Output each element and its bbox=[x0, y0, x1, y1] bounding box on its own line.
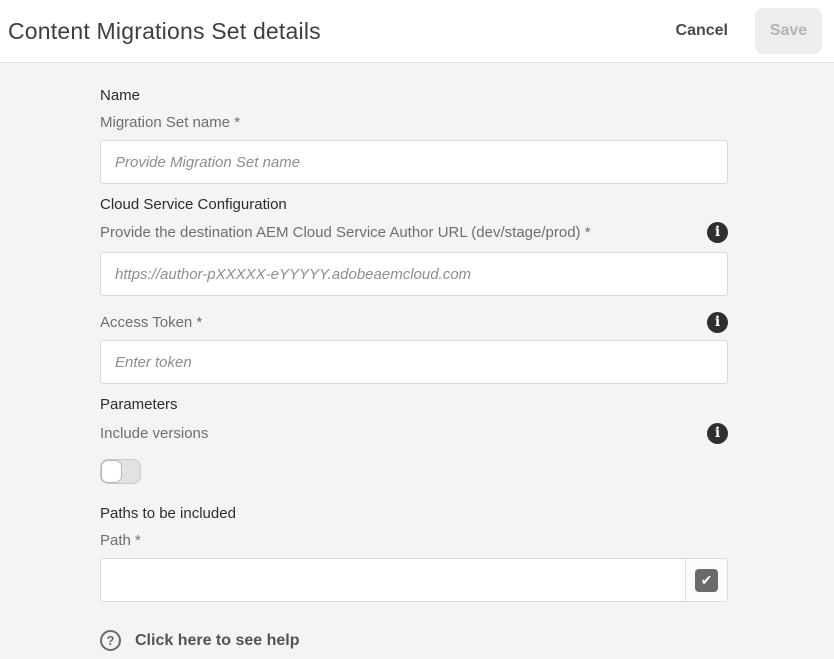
access-token-label: Access Token * bbox=[100, 314, 203, 331]
toggle-knob bbox=[101, 460, 122, 483]
path-input-group bbox=[100, 558, 728, 602]
include-versions-label-row bbox=[100, 423, 728, 444]
author-url-input[interactable] bbox=[100, 252, 728, 296]
header bbox=[0, 0, 834, 63]
migration-set-name-input[interactable] bbox=[100, 140, 728, 184]
include-versions-label: Include versions bbox=[100, 425, 209, 442]
include-versions-toggle[interactable] bbox=[100, 459, 141, 484]
access-token-info-icon[interactable]: i bbox=[707, 312, 728, 333]
path-include-addon bbox=[685, 559, 727, 601]
cancel-button[interactable]: Cancel bbox=[674, 18, 730, 44]
access-token-input[interactable] bbox=[100, 340, 728, 384]
save-button[interactable]: Save bbox=[755, 8, 822, 54]
page-title: Content Migrations Set details bbox=[8, 17, 321, 44]
section-label-cloud-service-configuration: Cloud Service Configuration bbox=[100, 196, 287, 213]
path-include-checkbox-checked-icon[interactable]: ✔ bbox=[695, 569, 718, 592]
author-url-label: Provide the destination AEM Cloud Service Author URL (dev/stage/prod) * bbox=[100, 224, 591, 241]
help-link-label: Click here to see help bbox=[135, 631, 300, 649]
question-mark-icon: ? bbox=[100, 630, 121, 651]
author-url-info-icon[interactable]: i bbox=[707, 222, 728, 243]
path-label: Path * bbox=[100, 532, 141, 549]
migration-set-name-label: Migration Set name * bbox=[100, 114, 241, 131]
help-link[interactable] bbox=[100, 630, 300, 651]
author-url-label-row bbox=[100, 222, 728, 243]
section-label-paths-to-be-included: Paths to be included bbox=[100, 505, 236, 522]
migration-set-form bbox=[0, 63, 728, 651]
include-versions-info-icon[interactable]: i bbox=[707, 423, 728, 444]
path-input[interactable] bbox=[101, 559, 685, 602]
access-token-label-row bbox=[100, 312, 728, 333]
section-label-name: Name bbox=[100, 87, 141, 104]
header-actions bbox=[674, 8, 822, 54]
section-label-parameters: Parameters bbox=[100, 396, 178, 413]
